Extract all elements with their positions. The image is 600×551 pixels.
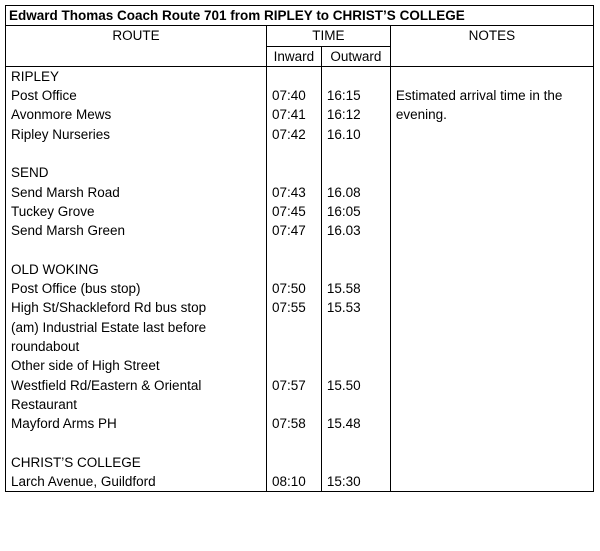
stop-name: High St/Shackleford Rd bus stop [6,298,267,317]
stop-name: Larch Avenue, Guildford [6,472,267,492]
time-header: TIME [266,26,390,46]
empty-cell [266,66,321,86]
empty-cell [266,144,321,163]
stop-name: Avonmore Mews [6,105,267,124]
column-header-row [6,26,594,46]
inward-time [266,395,321,414]
inward-time: 07:42 [266,125,321,144]
notes-spacer [396,67,593,86]
note-line: evening. [395,107,447,123]
inward-time: 07:47 [266,221,321,240]
stop-name: Ripley Nurseries [6,125,267,144]
empty-cell [321,434,390,453]
inward-time [266,356,321,375]
outward-time: 16.03 [321,221,390,240]
stop-name: Post Office (bus stop) [6,279,267,298]
inward-time: 07:50 [266,279,321,298]
empty-cell [321,144,390,163]
outward-time: 16.08 [321,183,390,202]
stop-name: Post Office [6,86,267,105]
section-header-row [6,66,594,86]
outward-time: 15.50 [321,376,390,395]
inward-time [266,337,321,356]
empty-cell [321,241,390,260]
notes-header: NOTES [390,26,593,67]
timetable-title: Edward Thomas Coach Route 701 from RIPLEY to CHRIST’S COLLEGE [6,6,594,26]
route-header: ROUTE [6,26,267,67]
outward-time: 16:15 [321,86,390,105]
empty-cell [266,434,321,453]
inward-time: 07:43 [266,183,321,202]
inward-time: 07:45 [266,202,321,221]
empty-cell [6,434,267,453]
section-name: OLD WOKING [6,260,267,279]
empty-cell [321,260,390,279]
stop-name: Restaurant [6,395,267,414]
outward-time: 15.53 [321,298,390,317]
stop-name: Westfield Rd/Eastern & Oriental [6,376,267,395]
stop-name: Other side of High Street [6,356,267,375]
outward-time: 15:30 [321,472,390,492]
stop-name: Send Marsh Green [6,221,267,240]
section-name: SEND [6,163,267,182]
inward-time: 07:41 [266,105,321,124]
stop-name: Mayford Arms PH [6,414,267,433]
inward-header: Inward [266,46,321,66]
inward-time: 07:57 [266,376,321,395]
empty-cell [6,241,267,260]
outward-time: 15.58 [321,279,390,298]
inward-time: 07:55 [266,298,321,317]
empty-cell [321,453,390,472]
timetable-title-row [6,6,594,26]
empty-cell [266,453,321,472]
outward-time: 16:12 [321,105,390,124]
outward-time [321,337,390,356]
inward-time: 07:40 [266,86,321,105]
timetable [5,5,594,492]
stop-name: roundabout [6,337,267,356]
outward-time: 16:05 [321,202,390,221]
notes-cell [390,66,593,492]
empty-cell [266,163,321,182]
note-line: Estimated arrival time in the [395,88,563,104]
inward-time: 08:10 [266,472,321,492]
empty-cell [321,163,390,182]
empty-cell [266,241,321,260]
outward-time [321,318,390,337]
inward-time [266,318,321,337]
outward-time: 16.10 [321,125,390,144]
inward-time: 07:58 [266,414,321,433]
empty-cell [6,144,267,163]
outward-time [321,395,390,414]
outward-header: Outward [321,46,390,66]
outward-time: 15.48 [321,414,390,433]
empty-cell [321,66,390,86]
stop-name: Send Marsh Road [6,183,267,202]
outward-time [321,356,390,375]
section-name: RIPLEY [6,66,267,86]
empty-cell [266,260,321,279]
stop-name: Tuckey Grove [6,202,267,221]
stop-name: (am) Industrial Estate last before [6,318,267,337]
section-name: CHRIST’S COLLEGE [6,453,267,472]
